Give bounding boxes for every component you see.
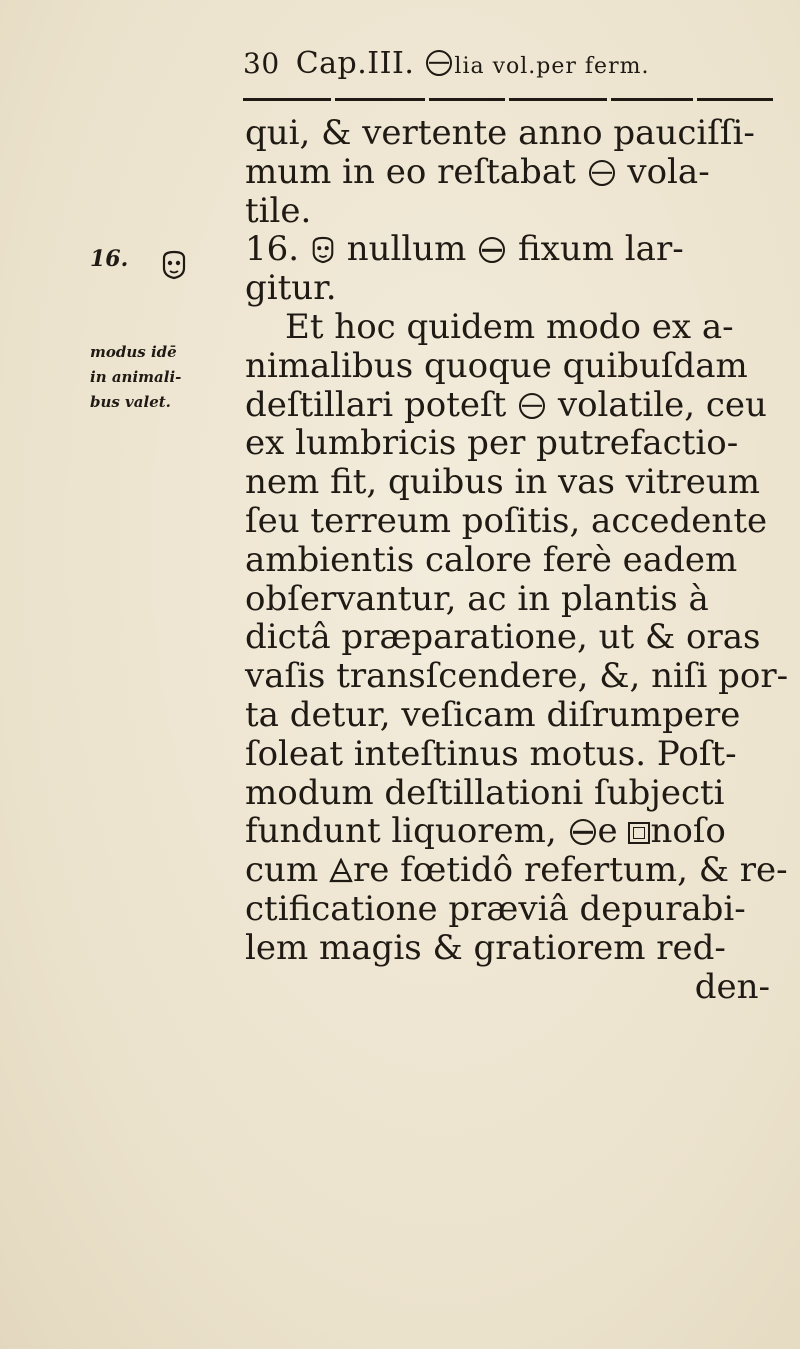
margin-note-line: in animali- [90,368,182,386]
text-run: ta detur, veſicam diſrumpere [245,694,741,735]
text-line [245,230,790,269]
margin-note [90,340,240,415]
air-triangle-icon [329,854,353,880]
text-line [245,812,790,851]
text-line [245,502,790,541]
salt-circle-bar-icon [479,237,505,263]
text-line [245,968,790,1007]
caput-mortuum-icon [160,250,188,280]
text-line [245,308,790,347]
text-run: mum in eo reſtabat [245,151,587,192]
text-line [245,890,790,929]
salt-circle-bar-icon [570,819,596,845]
text-run: deſtillari poteſt [245,384,518,425]
text-run: Et hoc quidem modo ex a- [285,306,734,347]
text-line [245,618,790,657]
margin-section-number: 16. [90,246,129,272]
text-run: obſervantur, ac in plantis à [245,578,709,619]
text-run: nimalibus quoque quibuſdam [245,345,748,386]
header-rule [243,98,773,102]
text-run: volatile, ceu [547,384,767,425]
margin-note-line: modus idē [90,343,177,361]
text-run: fixum lar- [507,229,684,270]
running-header [243,46,783,81]
text-line [245,192,790,231]
text-run: fundunt liquorem, [245,811,568,852]
text-line [245,347,790,386]
text-run: re fœtidô refertum, & re- [353,850,788,891]
text-line [245,386,790,425]
caput-mortuum-icon [310,234,336,262]
margin-note-line: bus valet. [90,393,171,411]
text-line [245,657,790,696]
text-run: 16. [245,229,310,270]
text-run: nullum [335,229,478,270]
text-run: ſoleat inteſtinus motus. Poſt- [245,733,737,774]
text-run: cum [245,850,329,891]
text-run: ex lumbricis per putrefactio- [245,423,739,464]
text-run: qui, & vertente anno pauciſſi- [245,113,755,153]
header-title: lia vol.per ferm. [454,54,650,79]
text-line [245,735,790,774]
text-run: dictâ præparatione, ut & oras [245,617,761,658]
salt-circle-bar-icon [589,160,615,186]
text-line [245,424,790,463]
text-run: e [597,811,629,852]
text-line [245,153,790,192]
text-line [245,696,790,735]
text-run: den- [694,966,770,1007]
text-run: ſeu terreum poſitis, accedente [245,500,768,541]
chapter-label: Cap.III. [295,46,415,81]
page-number: 30 [243,47,280,80]
square-symbol-icon [628,822,650,844]
text-run: vola- [616,151,710,192]
salt-circle-bar-icon [426,50,452,76]
text-line [245,114,790,153]
text-line [245,929,790,968]
salt-circle-bar-icon [519,393,545,419]
text-line [245,580,790,619]
body-text [245,114,790,1006]
text-run: nem fit, quibus in vas vitreum [245,462,761,503]
text-run: vaſis transſcendere, &, niſi por- [245,656,789,697]
text-run: ambientis calore ferè eadem [245,539,738,580]
text-run: lem magis & gratiorem red- [245,927,726,968]
text-line [245,774,790,813]
text-line [245,269,790,308]
text-line [245,463,790,502]
text-run: noſo [650,811,726,852]
text-run: ctificatione præviâ depurabi- [245,888,746,929]
text-line [245,851,790,890]
text-run: modum deſtillationi ſubjecti [245,772,725,813]
text-run: gitur. [245,268,337,309]
text-run: tile. [245,190,312,231]
text-line [245,541,790,580]
